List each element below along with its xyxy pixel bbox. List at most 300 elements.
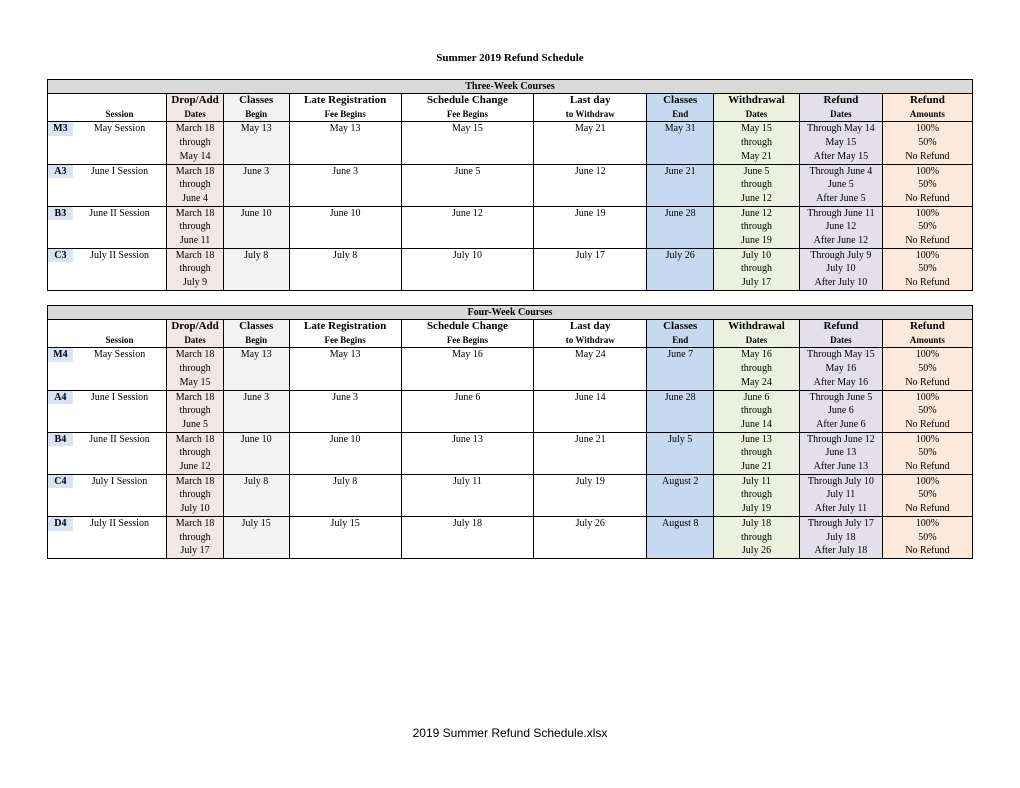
- refund-date: June 12: [799, 220, 882, 234]
- three-week-courses-table: [47, 79, 973, 291]
- late-registration-date: May 13: [289, 348, 401, 362]
- drop-add-date: through: [167, 178, 224, 192]
- refund-amount: 50%: [882, 488, 972, 502]
- table-row: [48, 418, 973, 432]
- withdrawal-date: June 6: [714, 390, 800, 404]
- refund-date: After July 10: [799, 276, 882, 290]
- empty-cell: [534, 404, 647, 418]
- empty-cell: [48, 178, 73, 192]
- session-code: A4: [48, 390, 73, 404]
- column-header-change: Schedule Change: [401, 94, 533, 108]
- withdrawal-date: July 11: [714, 474, 800, 488]
- empty-cell: [647, 150, 714, 164]
- table-row: [48, 220, 973, 234]
- table-row: [48, 276, 973, 290]
- classes-end: July 5: [647, 432, 714, 446]
- empty-cell: [223, 178, 289, 192]
- schedule-change-date: June 13: [401, 432, 533, 446]
- refund-amount: 100%: [882, 206, 972, 220]
- empty-cell: [401, 460, 533, 474]
- table-row: [48, 164, 973, 178]
- refund-date: Through June 4: [799, 164, 882, 178]
- withdrawal-date: through: [714, 488, 800, 502]
- refund-amount: No Refund: [882, 192, 972, 206]
- session-code: D4: [48, 516, 73, 530]
- empty-cell: [73, 544, 167, 558]
- withdrawal-date: May 16: [714, 348, 800, 362]
- column-header-withdraw: Withdrawal: [714, 94, 800, 108]
- empty-cell: [534, 460, 647, 474]
- empty-cell: [48, 276, 73, 290]
- empty-cell: [534, 234, 647, 248]
- table-row: [48, 150, 973, 164]
- drop-add-date: May 15: [167, 376, 224, 390]
- late-registration-date: July 15: [289, 516, 401, 530]
- withdrawal-date: May 21: [714, 150, 800, 164]
- empty-cell: [223, 276, 289, 290]
- last-day-to-withdraw: May 24: [534, 348, 647, 362]
- empty-cell: [289, 178, 401, 192]
- refund-date: Through June 11: [799, 206, 882, 220]
- refund-date: June 5: [799, 178, 882, 192]
- empty-cell: [534, 531, 647, 545]
- drop-add-date: March 18: [167, 248, 224, 262]
- session-code: M3: [48, 122, 73, 136]
- late-registration-date: July 8: [289, 248, 401, 262]
- empty-cell: [534, 262, 647, 276]
- table-row: [48, 262, 973, 276]
- empty-cell: [73, 150, 167, 164]
- withdrawal-date: through: [714, 136, 800, 150]
- refund-amount: No Refund: [882, 460, 972, 474]
- header-blank: [48, 334, 73, 348]
- schedule-change-date: June 5: [401, 164, 533, 178]
- empty-cell: [647, 220, 714, 234]
- empty-cell: [401, 220, 533, 234]
- empty-cell: [223, 136, 289, 150]
- header-blank: [73, 320, 167, 334]
- refund-amount: 100%: [882, 122, 972, 136]
- column-header-change: Schedule Change: [401, 320, 533, 334]
- withdrawal-date: through: [714, 446, 800, 460]
- refund-amount: 100%: [882, 432, 972, 446]
- drop-add-date: July 9: [167, 276, 224, 290]
- refund-date: After May 16: [799, 376, 882, 390]
- empty-cell: [534, 376, 647, 390]
- refund-amount: 100%: [882, 348, 972, 362]
- table-row: [48, 178, 973, 192]
- schedule-change-date: June 12: [401, 206, 533, 220]
- column-subheader-drop: Dates: [167, 108, 224, 122]
- table-row: [48, 446, 973, 460]
- empty-cell: [223, 502, 289, 516]
- refund-date: May 16: [799, 362, 882, 376]
- empty-cell: [289, 488, 401, 502]
- withdrawal-date: through: [714, 220, 800, 234]
- withdrawal-date: July 18: [714, 516, 800, 530]
- refund-amount: 100%: [882, 248, 972, 262]
- empty-cell: [289, 234, 401, 248]
- refund-amount: No Refund: [882, 502, 972, 516]
- column-subheader-withdraw: Dates: [714, 334, 800, 348]
- withdrawal-date: July 10: [714, 248, 800, 262]
- empty-cell: [73, 136, 167, 150]
- empty-cell: [223, 362, 289, 376]
- table-row: [48, 390, 973, 404]
- last-day-to-withdraw: July 26: [534, 516, 647, 530]
- last-day-to-withdraw: July 19: [534, 474, 647, 488]
- classes-end: June 28: [647, 206, 714, 220]
- refund-date: Through May 15: [799, 348, 882, 362]
- drop-add-date: March 18: [167, 122, 224, 136]
- empty-cell: [534, 150, 647, 164]
- empty-cell: [289, 418, 401, 432]
- header-blank: [48, 320, 73, 334]
- empty-cell: [48, 362, 73, 376]
- empty-cell: [73, 488, 167, 502]
- empty-cell: [48, 460, 73, 474]
- table-row: [48, 348, 973, 362]
- withdrawal-date: June 19: [714, 234, 800, 248]
- empty-cell: [401, 178, 533, 192]
- schedule-change-date: May 15: [401, 122, 533, 136]
- session-name: July II Session: [73, 516, 167, 530]
- last-day-to-withdraw: June 14: [534, 390, 647, 404]
- schedule-change-date: June 6: [401, 390, 533, 404]
- empty-cell: [73, 446, 167, 460]
- empty-cell: [534, 544, 647, 558]
- table-row: [48, 206, 973, 220]
- withdrawal-date: June 12: [714, 192, 800, 206]
- refund-date: July 10: [799, 262, 882, 276]
- column-subheader-session: Session: [73, 108, 167, 122]
- withdrawal-date: through: [714, 362, 800, 376]
- empty-cell: [289, 460, 401, 474]
- refund-amount: 50%: [882, 531, 972, 545]
- schedule-change-date: July 18: [401, 516, 533, 530]
- classes-end: June 7: [647, 348, 714, 362]
- empty-cell: [534, 178, 647, 192]
- refund-amount: 100%: [882, 164, 972, 178]
- drop-add-date: through: [167, 446, 224, 460]
- withdrawal-date: June 14: [714, 418, 800, 432]
- withdrawal-date: through: [714, 531, 800, 545]
- empty-cell: [223, 418, 289, 432]
- empty-cell: [223, 460, 289, 474]
- empty-cell: [647, 531, 714, 545]
- withdrawal-date: June 12: [714, 206, 800, 220]
- refund-amount: 50%: [882, 136, 972, 150]
- empty-cell: [289, 362, 401, 376]
- drop-add-date: June 4: [167, 192, 224, 206]
- empty-cell: [289, 446, 401, 460]
- column-header-late: Late Registration: [289, 320, 401, 334]
- empty-cell: [401, 362, 533, 376]
- refund-amount: No Refund: [882, 150, 972, 164]
- drop-add-date: March 18: [167, 432, 224, 446]
- empty-cell: [401, 376, 533, 390]
- table-row: [48, 516, 973, 530]
- empty-cell: [223, 376, 289, 390]
- empty-cell: [289, 502, 401, 516]
- empty-cell: [48, 376, 73, 390]
- empty-cell: [73, 460, 167, 474]
- column-subheader-lastday: to Withdraw: [534, 334, 647, 348]
- last-day-to-withdraw: June 12: [534, 164, 647, 178]
- empty-cell: [73, 376, 167, 390]
- drop-add-date: March 18: [167, 474, 224, 488]
- refund-date: Through July 9: [799, 248, 882, 262]
- column-subheader-amounts: Amounts: [882, 108, 972, 122]
- empty-cell: [223, 192, 289, 206]
- empty-cell: [73, 418, 167, 432]
- refund-date: June 6: [799, 404, 882, 418]
- session-name: May Session: [73, 122, 167, 136]
- empty-cell: [48, 418, 73, 432]
- empty-cell: [534, 446, 647, 460]
- empty-cell: [401, 418, 533, 432]
- empty-cell: [401, 276, 533, 290]
- drop-add-date: through: [167, 488, 224, 502]
- drop-add-date: March 18: [167, 206, 224, 220]
- refund-date: May 15: [799, 136, 882, 150]
- empty-cell: [48, 234, 73, 248]
- empty-cell: [289, 404, 401, 418]
- column-subheader-late: Fee Begins: [289, 334, 401, 348]
- session-name: July II Session: [73, 248, 167, 262]
- empty-cell: [401, 544, 533, 558]
- empty-cell: [223, 446, 289, 460]
- classes-end: August 8: [647, 516, 714, 530]
- classes-begin: July 8: [223, 474, 289, 488]
- refund-date: July 18: [799, 531, 882, 545]
- session-name: June II Session: [73, 206, 167, 220]
- table-row: [48, 192, 973, 206]
- empty-cell: [223, 262, 289, 276]
- empty-cell: [534, 136, 647, 150]
- table-row: [48, 376, 973, 390]
- refund-date: After June 13: [799, 460, 882, 474]
- empty-cell: [647, 362, 714, 376]
- withdrawal-date: July 19: [714, 502, 800, 516]
- table-row: [48, 404, 973, 418]
- classes-end: June 21: [647, 164, 714, 178]
- empty-cell: [48, 192, 73, 206]
- empty-cell: [647, 178, 714, 192]
- column-subheader-change: Fee Begins: [401, 108, 533, 122]
- withdrawal-date: June 21: [714, 460, 800, 474]
- refund-amount: 50%: [882, 404, 972, 418]
- column-subheader-change: Fee Begins: [401, 334, 533, 348]
- empty-cell: [647, 502, 714, 516]
- table-row: [48, 488, 973, 502]
- refund-date: After July 18: [799, 544, 882, 558]
- classes-begin: June 3: [223, 164, 289, 178]
- empty-cell: [647, 418, 714, 432]
- page-title: Summer 2019 Refund Schedule: [436, 52, 584, 64]
- classes-end: June 28: [647, 390, 714, 404]
- refund-amount: 50%: [882, 220, 972, 234]
- table-row: [48, 234, 973, 248]
- classes-end: May 31: [647, 122, 714, 136]
- refund-date: Through July 17: [799, 516, 882, 530]
- refund-amount: 50%: [882, 362, 972, 376]
- empty-cell: [534, 362, 647, 376]
- classes-begin: July 15: [223, 516, 289, 530]
- drop-add-date: March 18: [167, 390, 224, 404]
- empty-cell: [48, 446, 73, 460]
- drop-add-date: June 5: [167, 418, 224, 432]
- withdrawal-date: through: [714, 262, 800, 276]
- classes-begin: June 3: [223, 390, 289, 404]
- late-registration-date: May 13: [289, 122, 401, 136]
- empty-cell: [647, 404, 714, 418]
- schedule-change-date: May 16: [401, 348, 533, 362]
- empty-cell: [647, 276, 714, 290]
- empty-cell: [289, 220, 401, 234]
- drop-add-date: July 17: [167, 544, 224, 558]
- empty-cell: [647, 376, 714, 390]
- refund-amount: No Refund: [882, 376, 972, 390]
- empty-cell: [48, 502, 73, 516]
- table-row: [48, 362, 973, 376]
- empty-cell: [73, 234, 167, 248]
- header-blank: [48, 94, 73, 108]
- classes-begin: May 13: [223, 122, 289, 136]
- footer-filename: 2019 Summer Refund Schedule.xlsx: [412, 726, 608, 740]
- empty-cell: [48, 136, 73, 150]
- column-subheader-session: Session: [73, 334, 167, 348]
- last-day-to-withdraw: June 21: [534, 432, 647, 446]
- refund-date: After June 5: [799, 192, 882, 206]
- refund-date: After June 6: [799, 418, 882, 432]
- table-row: [48, 122, 973, 136]
- withdrawal-date: June 5: [714, 164, 800, 178]
- refund-date: June 13: [799, 446, 882, 460]
- column-header-drop: Drop/Add: [167, 320, 224, 334]
- empty-cell: [223, 488, 289, 502]
- empty-cell: [223, 531, 289, 545]
- session-name: June I Session: [73, 164, 167, 178]
- classes-begin: June 10: [223, 432, 289, 446]
- column-subheader-withdraw: Dates: [714, 108, 800, 122]
- empty-cell: [647, 262, 714, 276]
- empty-cell: [48, 404, 73, 418]
- table-row: [48, 531, 973, 545]
- refund-date: After May 15: [799, 150, 882, 164]
- empty-cell: [647, 136, 714, 150]
- refund-amount: 50%: [882, 178, 972, 192]
- column-subheader-amounts: Amounts: [882, 334, 972, 348]
- refund-amount: 100%: [882, 516, 972, 530]
- withdrawal-date: June 13: [714, 432, 800, 446]
- late-registration-date: June 3: [289, 164, 401, 178]
- empty-cell: [401, 150, 533, 164]
- drop-add-date: through: [167, 262, 224, 276]
- refund-date: Through June 5: [799, 390, 882, 404]
- section-title: Three-Week Courses: [48, 80, 973, 94]
- refund-amount: No Refund: [882, 544, 972, 558]
- withdrawal-date: July 17: [714, 276, 800, 290]
- table-row: [48, 544, 973, 558]
- empty-cell: [647, 192, 714, 206]
- table-row: [48, 136, 973, 150]
- withdrawal-date: May 15: [714, 122, 800, 136]
- refund-amount: 100%: [882, 474, 972, 488]
- column-subheader-refund: Dates: [799, 108, 882, 122]
- empty-cell: [223, 234, 289, 248]
- empty-cell: [289, 531, 401, 545]
- withdrawal-date: through: [714, 178, 800, 192]
- column-header-refund: Refund: [799, 94, 882, 108]
- refund-date: Through May 14: [799, 122, 882, 136]
- section-title: Four-Week Courses: [48, 306, 973, 320]
- empty-cell: [289, 544, 401, 558]
- column-header-begin: Classes: [223, 94, 289, 108]
- empty-cell: [73, 531, 167, 545]
- empty-cell: [534, 192, 647, 206]
- column-header-lastday: Last day: [534, 94, 647, 108]
- withdrawal-date: May 24: [714, 376, 800, 390]
- empty-cell: [647, 234, 714, 248]
- table-row: [48, 432, 973, 446]
- refund-date: After July 11: [799, 502, 882, 516]
- refund-amount: 50%: [882, 262, 972, 276]
- empty-cell: [647, 446, 714, 460]
- table-row: [48, 248, 973, 262]
- empty-cell: [48, 531, 73, 545]
- empty-cell: [647, 488, 714, 502]
- empty-cell: [73, 178, 167, 192]
- column-subheader-lastday: to Withdraw: [534, 108, 647, 122]
- refund-amount: 100%: [882, 390, 972, 404]
- session-name: June I Session: [73, 390, 167, 404]
- classes-end: July 26: [647, 248, 714, 262]
- drop-add-date: through: [167, 531, 224, 545]
- refund-date: Through June 12: [799, 432, 882, 446]
- empty-cell: [647, 460, 714, 474]
- column-subheader-refund: Dates: [799, 334, 882, 348]
- schedule-change-date: July 10: [401, 248, 533, 262]
- drop-add-date: through: [167, 220, 224, 234]
- column-header-lastday: Last day: [534, 320, 647, 334]
- empty-cell: [401, 136, 533, 150]
- session-name: May Session: [73, 348, 167, 362]
- empty-cell: [73, 220, 167, 234]
- header-blank: [73, 94, 167, 108]
- column-subheader-begin: Begin: [223, 334, 289, 348]
- last-day-to-withdraw: July 17: [534, 248, 647, 262]
- drop-add-date: March 18: [167, 348, 224, 362]
- empty-cell: [73, 362, 167, 376]
- empty-cell: [289, 376, 401, 390]
- empty-cell: [401, 446, 533, 460]
- drop-add-date: July 10: [167, 502, 224, 516]
- withdrawal-date: through: [714, 404, 800, 418]
- session-code: C3: [48, 248, 73, 262]
- empty-cell: [48, 150, 73, 164]
- empty-cell: [289, 192, 401, 206]
- last-day-to-withdraw: May 21: [534, 122, 647, 136]
- session-name: July I Session: [73, 474, 167, 488]
- empty-cell: [73, 262, 167, 276]
- empty-cell: [48, 544, 73, 558]
- column-header-refund: Refund: [799, 320, 882, 334]
- empty-cell: [223, 220, 289, 234]
- column-subheader-end: End: [647, 108, 714, 122]
- empty-cell: [534, 276, 647, 290]
- classes-begin: May 13: [223, 348, 289, 362]
